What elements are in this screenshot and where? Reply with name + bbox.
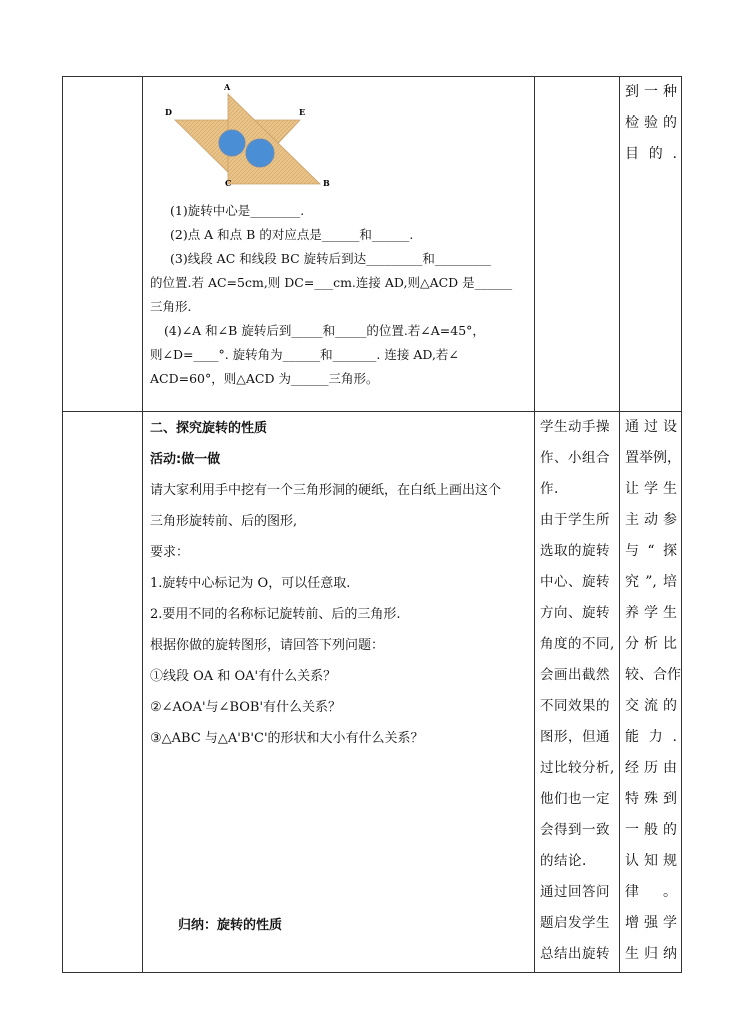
intro-line-2: 三角形旋转前、后的图形,	[150, 514, 298, 529]
purpose-line: 到一种	[625, 84, 677, 100]
purpose-line: 认知规	[625, 853, 677, 869]
student-activity-column	[540, 412, 615, 970]
section-title: 二、探究旋转的性质	[150, 421, 268, 436]
student-line: 的结论.	[540, 853, 587, 869]
student-line: 作、小组合	[540, 450, 610, 466]
student-line: 会得到一致	[540, 822, 610, 838]
activity-title: 活动:做一做	[150, 452, 221, 467]
purpose-line: 究”,培	[625, 574, 677, 590]
purpose-line: 生归纳	[625, 946, 677, 962]
student-line: 由于学生所	[540, 512, 610, 528]
question-4-line-1: (4)∠A 和∠B 旋转后到_____和_____的位置.若∠A=45°，	[164, 323, 485, 338]
row1-purpose-column	[625, 77, 677, 170]
intro-line-1: 请大家利用手中挖有一个三角形洞的硬纸，在白纸上画出这个	[150, 483, 502, 498]
question-3-line-3: 三角形.	[150, 299, 192, 314]
question-prompt: 根据你做的旋转图形，请回答下列问题：	[150, 638, 385, 653]
student-line: 总结出旋转	[540, 946, 610, 962]
purpose-line: 特殊到	[625, 791, 677, 807]
rotation-figure	[160, 80, 340, 192]
col-divider-2	[534, 76, 535, 973]
purpose-line: 置举例，	[625, 450, 681, 466]
question-1: (1)旋转中心是________.	[170, 203, 305, 218]
student-line: 角度的不同,	[540, 636, 615, 652]
purpose-line: 律。	[625, 884, 677, 900]
purpose-line: 分析比	[625, 636, 677, 652]
vertex-label-d: D	[165, 107, 172, 117]
summary-heading: 归纳：旋转的性质	[178, 918, 283, 933]
student-line: 会画出截然	[540, 667, 610, 683]
student-line: 他们也一定	[540, 791, 610, 807]
vertex-label-b: B	[323, 178, 330, 188]
requirement-label: 要求：	[150, 545, 190, 560]
table-right-border	[681, 76, 682, 973]
triangle-hole-rotated	[219, 130, 245, 156]
table-left-border	[62, 76, 63, 973]
purpose-line: 主动参	[625, 512, 677, 528]
question-3-line-1: (3)线段 AC 和线段 BC 旋转后到达_________和_________	[170, 251, 492, 266]
student-line: 学生动手操	[540, 419, 610, 435]
vertex-label-c: C	[225, 178, 232, 188]
row2-purpose-column	[625, 412, 681, 970]
question-2: (2)点 A 和点 B 的对应点是______和______.	[170, 227, 414, 242]
requirement-2: 2.要用不同的名称标记旋转前、后的三角形.	[150, 607, 401, 622]
purpose-line: 目的.	[625, 146, 677, 162]
requirement-1: 1.旋转中心标记为 O，可以任意取.	[150, 576, 351, 591]
question-a: ①线段 OA 和 OA'有什么关系？	[150, 669, 337, 684]
question-b: ②∠AOA'与∠BOB'有什么关系？	[150, 700, 342, 715]
student-line: 不同效果的	[540, 698, 610, 714]
purpose-line: 通过设	[625, 419, 677, 435]
purpose-line: 让学生	[625, 481, 677, 497]
question-c: ③△ABC 与△A'B'C'的形状和大小有什么关系？	[150, 731, 424, 746]
col-divider-1	[142, 76, 143, 973]
purpose-line: 较、合作	[625, 667, 681, 683]
question-3-line-2: 的位置.若 AC=5cm,则 DC=___cm.连接 AD,则△ACD 是______	[150, 275, 513, 290]
question-4-line-3: ACD=60°，则△ACD 为______三角形。	[150, 371, 379, 386]
question-4-line-2: 则∠D=____°. 旋转角为______和_______. 连接 AD,若∠	[150, 347, 459, 362]
table-top-border	[62, 76, 682, 77]
student-line: 选取的旋转	[540, 543, 610, 559]
student-line: 过比较分析,	[540, 760, 615, 776]
student-line: 图形，但通	[540, 729, 610, 745]
student-line: 中心、旋转	[540, 574, 610, 590]
student-line: 作.	[540, 481, 559, 497]
triangle-hole-original	[246, 139, 274, 167]
student-line: 题启发学生	[540, 915, 610, 931]
vertex-label-a: A	[224, 82, 231, 92]
student-line: 方向、旋转	[540, 605, 610, 621]
purpose-line: 养学生	[625, 605, 677, 621]
purpose-line: 交流的	[625, 698, 677, 714]
purpose-line: 经历由	[625, 760, 677, 776]
purpose-line: 与“探	[625, 543, 677, 559]
purpose-line: 检验的	[625, 115, 677, 131]
table-bottom-border	[62, 972, 682, 973]
col-divider-3	[619, 76, 620, 973]
vertex-label-e: E	[299, 107, 306, 117]
purpose-line: 能力.	[625, 729, 677, 745]
purpose-line: 一般的	[625, 822, 677, 838]
purpose-line: 增强学	[625, 915, 677, 931]
student-line: 通过回答问	[540, 884, 610, 900]
